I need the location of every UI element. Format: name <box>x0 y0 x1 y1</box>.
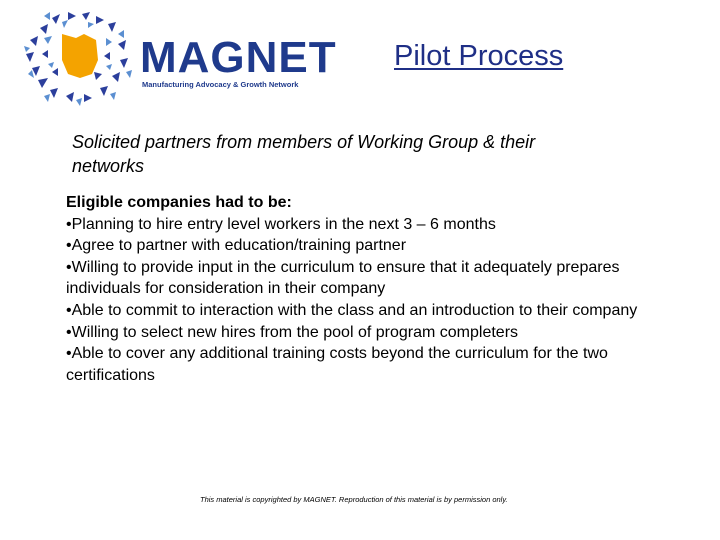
criteria-heading: Eligible companies had to be: <box>66 194 292 211</box>
list-item: • Planning to hire entry level workers in the next 3 – 6 months <box>66 214 666 236</box>
magnet-logo <box>22 10 337 105</box>
list-item: • Able to cover any additional training costs beyond the curriculum for the two certifications <box>66 343 666 386</box>
ohio-triangle-mosaic-icon <box>22 10 134 106</box>
list-item: • Able to commit to interaction with the class and an introduction to their company <box>66 300 666 322</box>
ohio-shape <box>62 34 98 78</box>
list-item: • Willing to select new hires from the pool of program completers <box>66 322 666 344</box>
criteria-list <box>66 214 666 387</box>
logo-tagline: Manufacturing Advocacy & Growth Network <box>142 80 299 89</box>
eligibility-criteria <box>66 192 666 386</box>
list-item: • Willing to provide input in the curriculum to ensure that it adequately prepares individuals for consideration in their company <box>66 257 666 300</box>
page-title: Pilot Process <box>394 40 564 72</box>
list-item: • Agree to partner with education/training partner <box>66 235 666 257</box>
intro-text: Solicited partners from members of Working Group & their networks <box>72 132 536 176</box>
logo-wordmark: MAGNET <box>140 33 337 82</box>
copyright-footer: This material is copyrighted by MAGNET. Reproduction of this material is by permission only. <box>200 495 508 504</box>
